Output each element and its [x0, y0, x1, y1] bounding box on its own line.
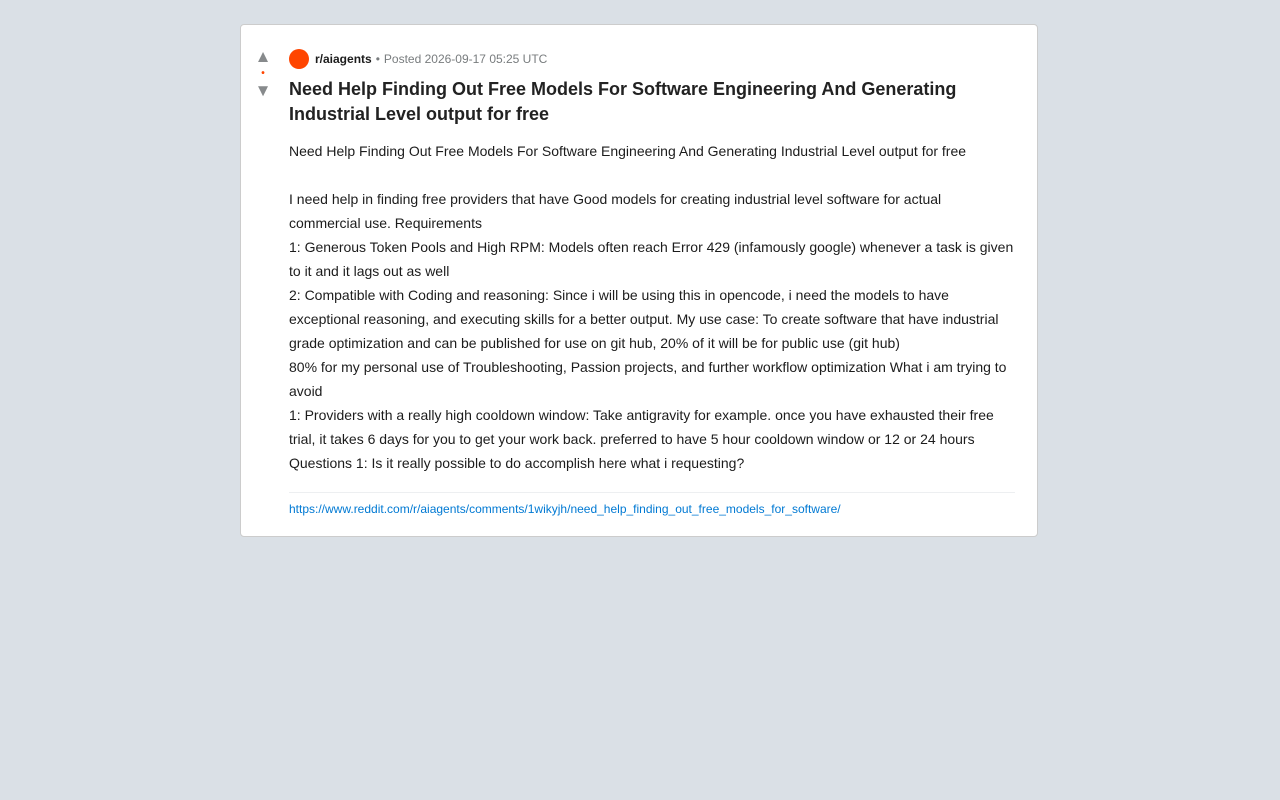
subreddit-icon[interactable]	[289, 49, 309, 69]
divider	[289, 492, 1015, 493]
meta-separator: •	[375, 52, 380, 66]
post-card	[240, 24, 1038, 537]
posted-timestamp: Posted 2026-09-17 05:25 UTC	[383, 52, 548, 66]
body-line: I need help in finding free providers that have Good models for creating industrial level software for actual commercial use. Requirements	[289, 191, 942, 231]
post-body	[289, 139, 1015, 475]
post-content	[289, 49, 1015, 516]
post-title[interactable]: Need Help Finding Out Free Models For Software Engineering And Generating Industrial Level output for free	[289, 79, 957, 124]
body-line: 1: Providers with a really high cooldown window: Take antigravity for example. once you have exhausted their free trial, it takes 6 days for you to get your work back. preferred to have 5 hour cooldown window or 12 or 24 hours	[289, 407, 994, 447]
downvote-icon[interactable]: ▼	[254, 81, 272, 100]
subreddit-name[interactable]: r/aiagents	[315, 52, 372, 66]
body-line: Need Help Finding Out Free Models For Software Engineering And Generating Industrial Level output for free	[289, 143, 967, 159]
body-line: 80% for my personal use of Troubleshooting, Passion projects, and further workflow optimization What i am trying to avoid	[289, 359, 1007, 399]
vote-score: •	[261, 68, 265, 79]
body-line: 1: Generous Token Pools and High RPM: Models often reach Error 429 (infamously google) whenever a task is given to it and it lags out as well	[289, 239, 1014, 279]
body-line: 2: Compatible with Coding and reasoning: Since i will be using this in opencode, i need the models to have exceptional reasoning, and executing skills for a better output. My use case: To create software that have industrial grade optimization and can be published for use on git hub, 20% of it will be for public use (git hub)	[289, 287, 999, 351]
post-permalink[interactable]: https://www.reddit.com/r/aiagents/comments/1wikyjh/need_help_finding_out_free_models_for_software/	[289, 502, 841, 516]
upvote-icon[interactable]: ▲	[254, 47, 272, 66]
body-spacer	[289, 163, 1015, 187]
body-line: Questions 1: Is it really possible to do accomplish here what i requesting?	[289, 455, 745, 471]
post-meta	[289, 49, 1015, 69]
vote-column	[241, 47, 285, 101]
